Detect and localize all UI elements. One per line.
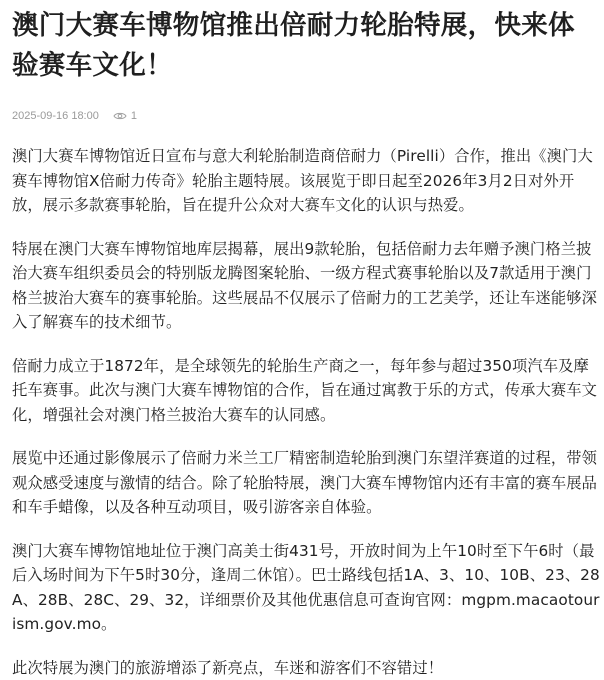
view-count [113,110,137,122]
article-paragraph: 澳门大赛车博物馆地址位于澳门高美士街431号，开放时间为上午10时至下午6时（最后入场时间为下午5时30分，逢周二休馆）。巴士路线包括1A、3、10、10B、23、28A、28B、28C、29、32，详细票价及其他优惠信息可查询官网：mgpm.macaotourism.gov.mo。 [12,539,600,637]
article-paragraph: 此次特展为澳门的旅游增添了新亮点，车迷和游客们不容错过！ [12,656,600,680]
article-title: 澳门大赛车博物馆推出倍耐力轮胎特展，快来体验赛车文化！ [12,0,598,86]
publish-date: 2025-09-16 18:00 [12,110,99,122]
article-paragraph: 特展在澳门大赛车博物馆地库层揭幕，展出9款轮胎，包括倍耐力去年赠予澳门格兰披治大赛车组织委员会的特别版龙腾图案轮胎、一级方程式赛事轮胎以及7款适用于澳门格兰披治大赛车的赛事轮胎。这些展品不仅展示了倍耐力的工艺美学，还让车迷能够深入了解赛车的技术细节。 [12,237,600,335]
article-paragraph: 倍耐力成立于1872年，是全球领先的轮胎生产商之一，每年参与超过350项汽车及摩托车赛事。此次与澳门大赛车博物馆的合作，旨在通过寓教于乐的方式，传承大赛车文化，增强社会对澳门格兰披治大赛车的认同感。 [12,354,600,428]
article-meta [12,108,604,124]
eye-icon [113,111,127,121]
article-paragraph: 澳门大赛车博物馆近日宣布与意大利轮胎制造商倍耐力（Pirelli）合作，推出《澳门大赛车博物馆X倍耐力传奇》轮胎主题特展。该展览于即日起至2026年3月2日对外开放，展示多款赛事轮胎，旨在提升公众对大赛车文化的认识与热爱。 [12,144,600,218]
view-count-value: 1 [131,110,137,122]
article-paragraph: 展览中还通过影像展示了倍耐力米兰工厂精密制造轮胎到澳门东望洋赛道的过程，带领观众感受速度与激情的结合。除了轮胎特展，澳门大赛车博物馆内还有丰富的赛车展品和车手蜡像，以及各种互动项目，吸引游客亲自体验。 [12,446,600,520]
